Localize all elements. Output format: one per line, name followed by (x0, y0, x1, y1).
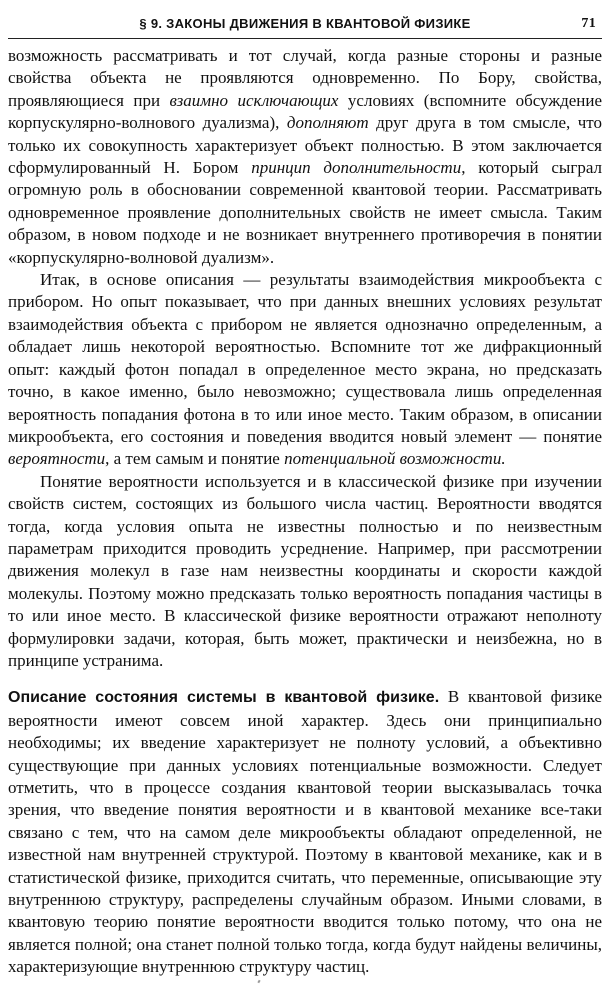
p2-emphasis-2: потенциальной возможности. (284, 449, 506, 469)
running-head (8, 8, 602, 39)
paragraph-1 (8, 45, 602, 269)
p1-emphasis-1: взаимно исключающих (169, 90, 339, 110)
book-page (8, 8, 602, 992)
p1-text-a: возможность рассматривать и тот случай, когда разные стороны и разные свойства объекта не проявляются одновременно. По Бору, свойства, проявляющиеся при (8, 46, 602, 110)
paragraph-3: Понятие вероятности используется и в классической физике при изучении свойств систем, состоящих из большого числа частиц. Вероятности вводятся тогда, когда условия опыта не известны полностью и по неизвестным параметрам приходится проводить усреднение. Например, при рассмотрении движения молекул в газе нам неизвестны координаты и скорости каждой молекулы. Поэтому можно предсказать только вероятность попадания частицы в то или иное место. В классической физике вероятности отражают неполноту формулировки задачи, которая, быть может, практически и неизбежна, но в принципе устранима. (8, 471, 602, 670)
paragraph-2 (8, 269, 602, 471)
paragraph-4 (8, 686, 602, 978)
p4-text: В квантовой физике вероятности имеют совсем иной характер. Здесь они принципиально необходимы; их введение характеризует не полноту условий, а объективно существующие при данных условиях потенциальные возможности. Следует отметить, что в процессе создания квантовой теории высказывалась точка зрения, что введение понятия вероятности и в квантовой механике все-таки связано с тем, что на самом деле микрообъекты обладают определенной, не известной нам внутренней структурой. Поэтому в квантовой механике, как и в статистической физике, приходится считать, что переменные, описывающие эту внутреннюю структуру, распределены случайным образом. Иными словами, в квантовую теорию понятие вероятности вводится только потому, что она не является полной; она станет полной только тогда, когда будут найдены величины, характеризующие внутреннюю структуру частиц. (8, 687, 602, 977)
p1-emphasis-3: принцип дополнительности (251, 158, 462, 178)
p1-text-c: друг друга в том смысле, что только их совокупность характеризует объект полностью. В этом заключается сформулированный Н. Бором (8, 113, 603, 178)
section-heading: Описание состояния системы в квантовой физике. (8, 689, 440, 707)
p1-text-d: , который сыграл огромную роль в обосновании современной квантовой теории. Рассматривать одновременное проявление дополнительных свойств не имеет смысла. Таким образом, в новом подходе и не возникает внутреннего противоречия в понятии «корпускулярно-волновой дуализм». (8, 158, 603, 267)
body-text (8, 45, 602, 979)
p1-text-b: условиях (вспомните обсуждение корпускулярно-волнового дуализма), (8, 90, 603, 133)
chapter-title: § 9. ЗАКОНЫ ДВИЖЕНИЯ В КВАНТОВОЙ ФИЗИКЕ (139, 16, 471, 31)
p2-text-a: Итак, в основе описания — результаты взаимодействия микрообъекта с прибором. Но опыт показывает, что при данных внешних условиях результат взаимодействия объекта с прибором не является однозначно определенным, а обладает лишь некоторой вероятностью. Вспомните тот же дифракционный опыт: каждый фотон попадал в определенное место экрана, но предсказать точно, в какое именно, было невозможно; существовала лишь определенная вероятность попадания фотона в то или иное место. Таким образом, в описании микрообъекта, его состояния и поведения вводится новый элемент — понятие (8, 270, 602, 446)
p2-emphasis-1: вероятности (8, 449, 106, 469)
p1-emphasis-2: дополняют (286, 113, 369, 133)
p2-text-b: , а тем самым и понятие (105, 449, 285, 469)
page-number: 71 (581, 16, 596, 31)
